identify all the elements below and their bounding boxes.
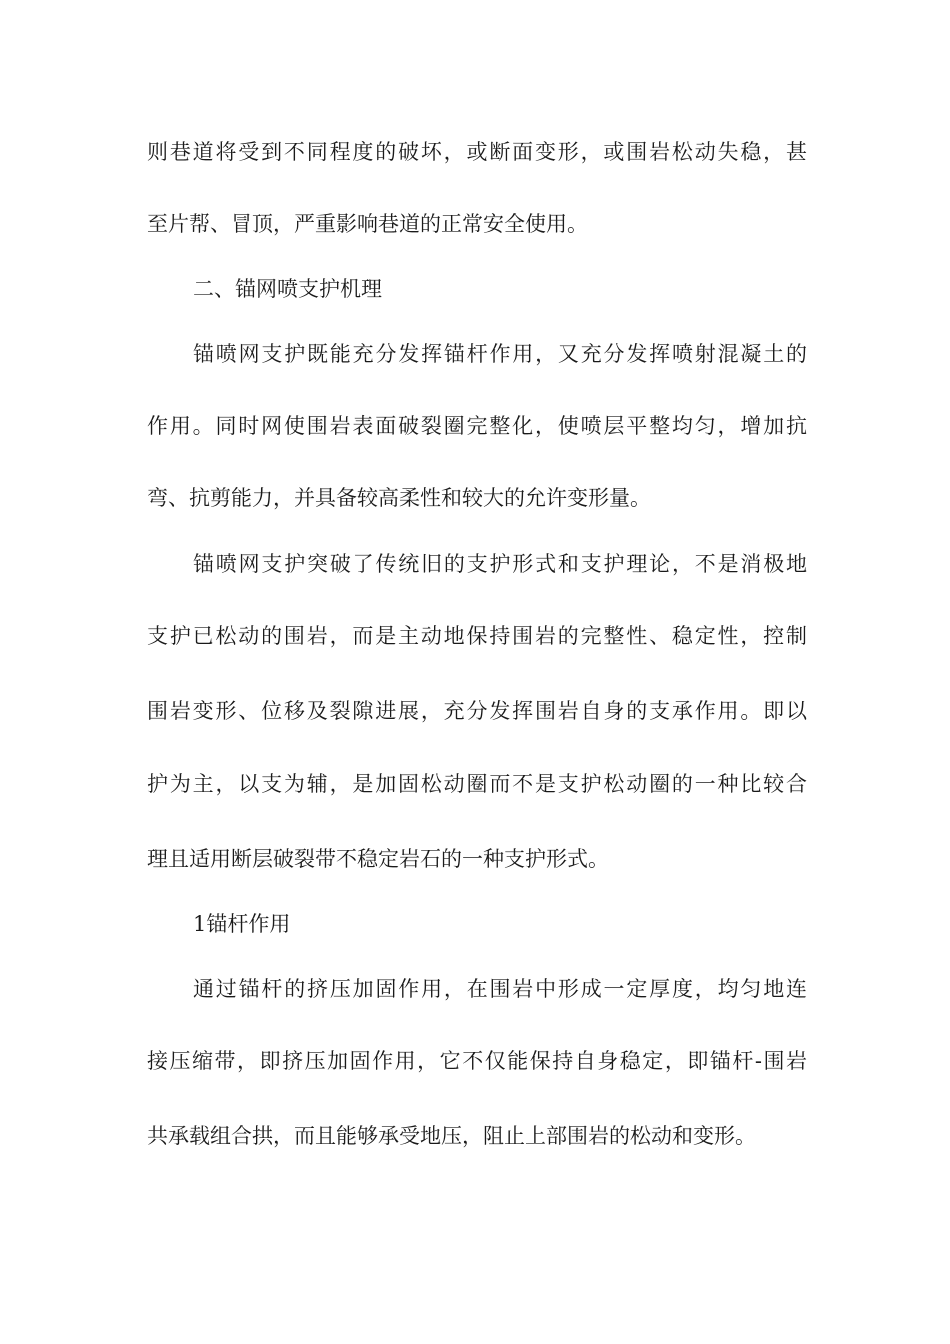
body-text-line: 围岩变形、位移及裂隙进展，充分发挥围岩自身的支承作用。即以: [147, 699, 807, 723]
body-text-line: 支护已松动的围岩，而是主动地保持围岩的完整性、稳定性，控制: [147, 624, 807, 648]
body-text-line: 通过锚杆的挤压加固作用，在围岩中形成一定厚度，均匀地连: [193, 977, 807, 1001]
body-text-line: 共承载组合拱，而且能够承受地压，阻止上部围岩的松动和变形。: [147, 1124, 756, 1148]
section-heading: 1锚杆作用: [193, 912, 291, 936]
body-text-line: 锚喷网支护既能充分发挥锚杆作用，又充分发挥喷射混凝土的: [193, 342, 807, 366]
body-text-line: 锚喷网支护突破了传统旧的支护形式和支护理论，不是消极地: [193, 552, 807, 576]
section-heading: 二、锚网喷支护机理: [193, 277, 382, 301]
body-text-line: 则巷道将受到不同程度的破坏，或断面变形，或围岩松动失稳，甚: [147, 140, 807, 164]
body-text-line: 护为主，以支为辅，是加固松动圈而不是支护松动圈的一种比较合: [147, 772, 807, 796]
body-text-line: 作用。同时网使围岩表面破裂圈完整化，使喷层平整均匀，增加抗: [147, 414, 807, 438]
body-text-line: 接压缩带，即挤压加固作用，它不仅能保持自身稳定，即锚杆-围岩: [147, 1049, 807, 1073]
body-text-line: 至片帮、冒顶，严重影响巷道的正常安全使用。: [147, 212, 588, 236]
body-text-line: 理且适用断层破裂带不稳定岩石的一种支护形式。: [147, 847, 609, 871]
body-text-line: 弯、抗剪能力，并具备较高柔性和较大的允许变形量。: [147, 486, 651, 510]
